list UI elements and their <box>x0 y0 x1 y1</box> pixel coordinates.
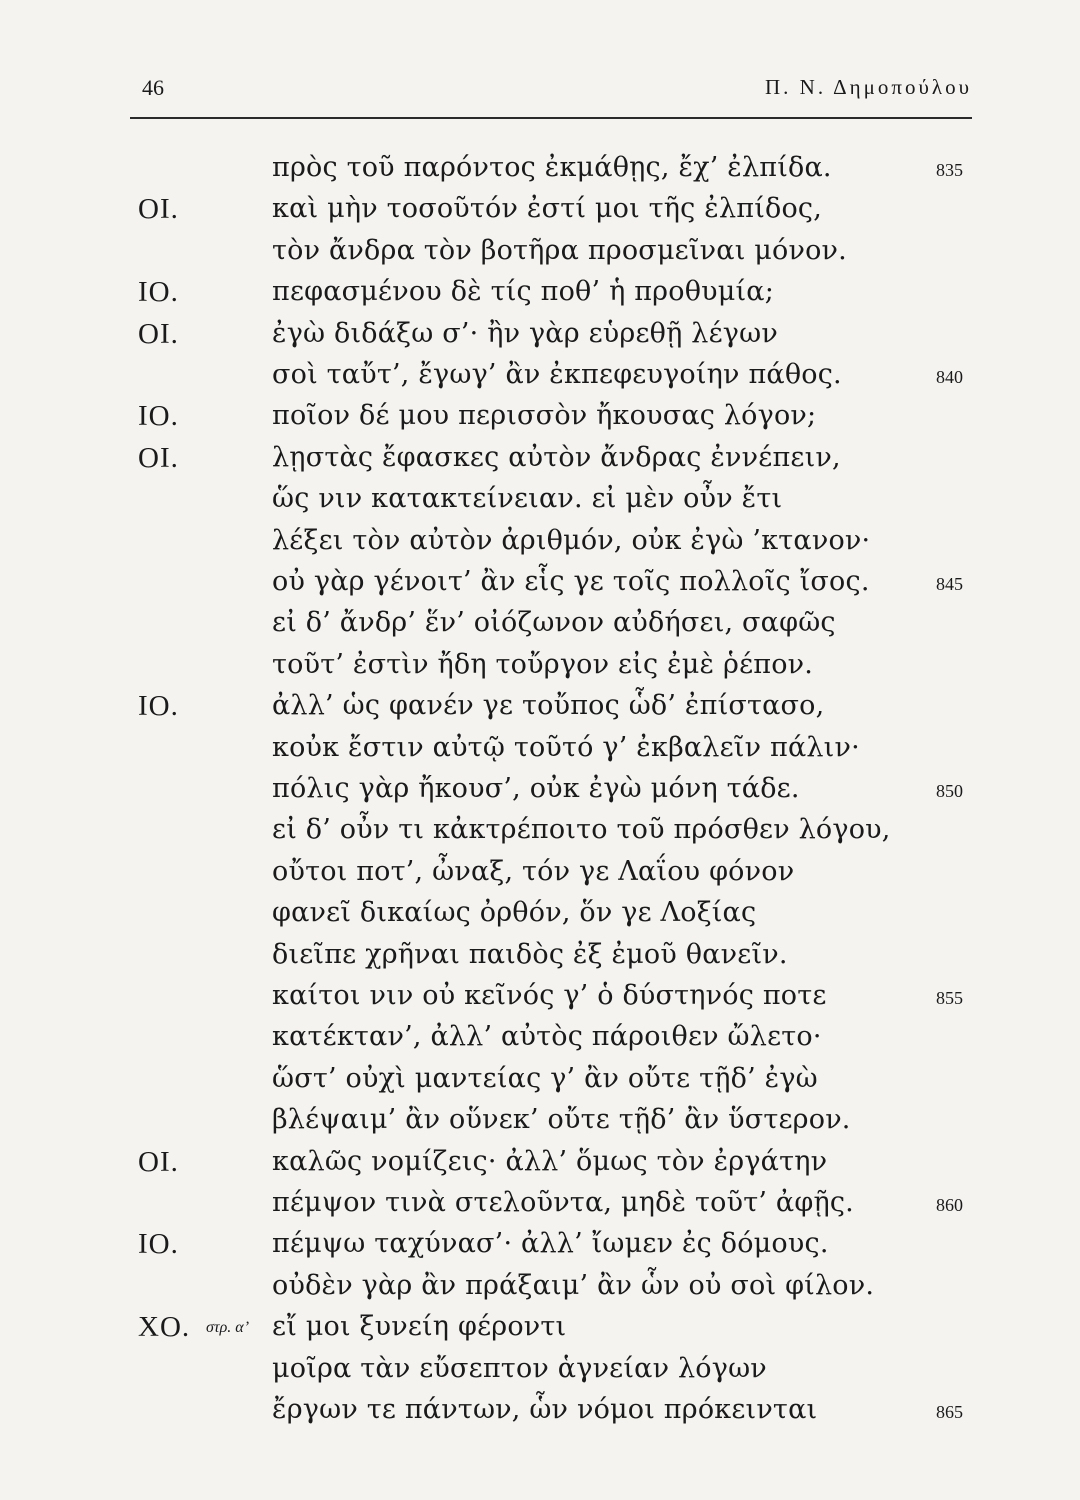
speaker-label: ΟΙ. <box>138 193 179 226</box>
verse-text: πέμψον τινὰ στελοῦντα, μηδὲ τοῦτ’ ἀφῇς. <box>272 1187 854 1218</box>
verse-text: τοῦτ’ ἐστὶν ἤδη τοὔργον εἰς ἐμὲ ῥέπον. <box>272 648 814 680</box>
verse-text: εἰ δ’ ἄνδρ’ ἕν’ οἰόζωνον αὐδήσει, σαφῶς <box>272 607 836 639</box>
verse-text: λῃστὰς ἔφασκες αὐτὸν ἄνδρας ἐννέπειν, <box>272 441 841 473</box>
verse-text: οὐ γὰρ γένοιτ’ ἂν εἷς γε τοῖς πολλοῖς ἴσος. <box>272 566 870 597</box>
strophe-marker: στρ. α’ <box>206 1319 250 1337</box>
verse-line <box>0 525 1080 567</box>
speaker-label: ΟΙ. <box>138 441 179 474</box>
verse-line <box>0 607 1080 649</box>
verse-line <box>0 939 1080 981</box>
verse-line <box>0 1021 1080 1063</box>
line-number: 845 <box>936 574 963 594</box>
verse-text: ὥστ’ οὐχὶ μαντείας γ’ ἂν οὔτε τῇδ’ ἐγὼ <box>272 1062 818 1094</box>
verse-text: κοὐκ ἔστιν αὐτῷ τοῦτό γ’ ἐκβαλεῖν πάλιν· <box>272 731 860 763</box>
verse-line <box>0 359 1080 401</box>
line-number: 835 <box>936 160 963 180</box>
verse-line <box>0 483 1080 525</box>
speaker-label: ΟΙ. <box>138 317 179 350</box>
verse-line <box>0 1063 1080 1105</box>
page-number: 46 <box>142 75 164 100</box>
verse-text: καὶ μὴν τοσοῦτόν ἐστί μοι τῆς ἐλπίδος, <box>272 193 823 225</box>
verse-text: ἀλλ’ ὡς φανέν γε τοὔπος ὧδ’ ἐπίστασο, <box>272 690 825 722</box>
verse-line <box>0 400 1080 442</box>
verse-line <box>0 193 1080 235</box>
speaker-label: ΟΙ. <box>138 1145 179 1178</box>
verse-text: οὔτοι ποτ’, ὦναξ, τόν γε Λαΐου φόνον <box>272 855 795 887</box>
line-number: 850 <box>936 781 963 801</box>
verse-text: βλέψαιμ’ ἂν οὕνεκ’ οὔτε τῇδ’ ἂν ὕστερον. <box>272 1104 851 1136</box>
verse-line <box>0 980 1080 1022</box>
verse-text: λέξει τὸν αὐτὸν ἀριθμόν, οὐκ ἐγὼ ’κτανον· <box>272 524 871 556</box>
verse-text: σοὶ ταὔτ’, ἔγωγ’ ἂν ἐκπεφευγοίην πάθος. <box>272 359 842 390</box>
line-number: 855 <box>936 988 963 1008</box>
verse-text: πέμψω ταχύνασ’· ἀλλ’ ἴωμεν ἐς δόμους. <box>272 1228 829 1260</box>
verse-line <box>0 566 1080 608</box>
verse-line <box>0 732 1080 774</box>
running-head: Π. Ν. Δημοπούλου <box>765 75 972 99</box>
verse-text: ἔργων τε πάντων, ὧν νόμοι πρόκεινται <box>272 1394 818 1425</box>
verse-line <box>0 1187 1080 1229</box>
verse-line <box>0 690 1080 732</box>
verse-line <box>0 1353 1080 1395</box>
page-header <box>130 75 972 115</box>
verse-text: πεφασμένου δὲ τίς ποθ’ ἡ προθυμία; <box>272 276 775 308</box>
verse-text: εἴ μοι ξυνείη φέροντι <box>272 1311 567 1343</box>
verse-line <box>0 1228 1080 1270</box>
verse-text: καλῶς νομίζεις· ἀλλ’ ὅμως τὸν ἐργάτην <box>272 1145 828 1177</box>
header-rule <box>130 117 972 119</box>
verse-text: εἰ δ’ οὖν τι κἀκτρέποιτο τοῦ πρόσθεν λόγου, <box>272 814 891 846</box>
verse-text: πρὸς τοῦ παρόντος ἐκμάθῃς, ἔχ’ ἐλπίδα. <box>272 152 832 183</box>
speaker-label: ΙΟ. <box>138 276 179 309</box>
verse-line <box>0 814 1080 856</box>
speaker-label: ΙΟ. <box>138 690 179 723</box>
verse-text: τὸν ἄνδρα τὸν βοτῆρα προσμεῖναι μόνον. <box>272 234 847 266</box>
speaker-label: ΙΟ. <box>138 400 179 433</box>
verse-text: ποῖον δέ μου περισσὸν ἤκουσας λόγον; <box>272 400 817 432</box>
verse-text: ἐγὼ διδάξω σ’· ἢν γὰρ εὑρεθῇ λέγων <box>272 317 778 349</box>
verse-line <box>0 235 1080 277</box>
speaker-label: ΧΟ. <box>138 1311 191 1344</box>
line-number: 860 <box>936 1195 963 1215</box>
verse-text: φανεῖ δικαίως ὀρθόν, ὅν γε Λοξίας <box>272 897 757 929</box>
line-number: 865 <box>936 1402 963 1422</box>
verse-line <box>0 1311 1080 1353</box>
verse-text: οὐδὲν γὰρ ἂν πράξαιμ’ ἂν ὧν οὐ σοὶ φίλον. <box>272 1269 875 1301</box>
verse-text: μοῖρα τὰν εὔσεπτον ἁγνείαν λόγων <box>272 1352 767 1384</box>
verse-text: πόλις γὰρ ἤκουσ’, οὐκ ἐγὼ μόνη τάδε. <box>272 773 800 804</box>
verse-line <box>0 1394 1080 1436</box>
verse-line <box>0 1104 1080 1146</box>
verse-text: ὥς νιν κατακτείνειαν. εἰ μὲν οὖν ἔτι <box>272 483 783 515</box>
verse-line <box>0 897 1080 939</box>
verse-line <box>0 276 1080 318</box>
line-number: 840 <box>936 367 963 387</box>
verse-line <box>0 1146 1080 1188</box>
verse-line <box>0 442 1080 484</box>
verse-text: κατέκταν’, ἀλλ’ αὐτὸς πάροιθεν ὤλετο· <box>272 1021 822 1053</box>
verse-line <box>0 318 1080 360</box>
verse-line <box>0 152 1080 194</box>
verse-line <box>0 856 1080 898</box>
speaker-label: ΙΟ. <box>138 1228 179 1261</box>
verse-line <box>0 649 1080 691</box>
verse-line <box>0 773 1080 815</box>
verse-line <box>0 1270 1080 1312</box>
verse-text: καίτοι νιν οὐ κεῖνός γ’ ὁ δύστηνός ποτε <box>272 980 827 1011</box>
verse-text: διεῖπε χρῆναι παιδὸς ἐξ ἐμοῦ θανεῖν. <box>272 938 788 970</box>
